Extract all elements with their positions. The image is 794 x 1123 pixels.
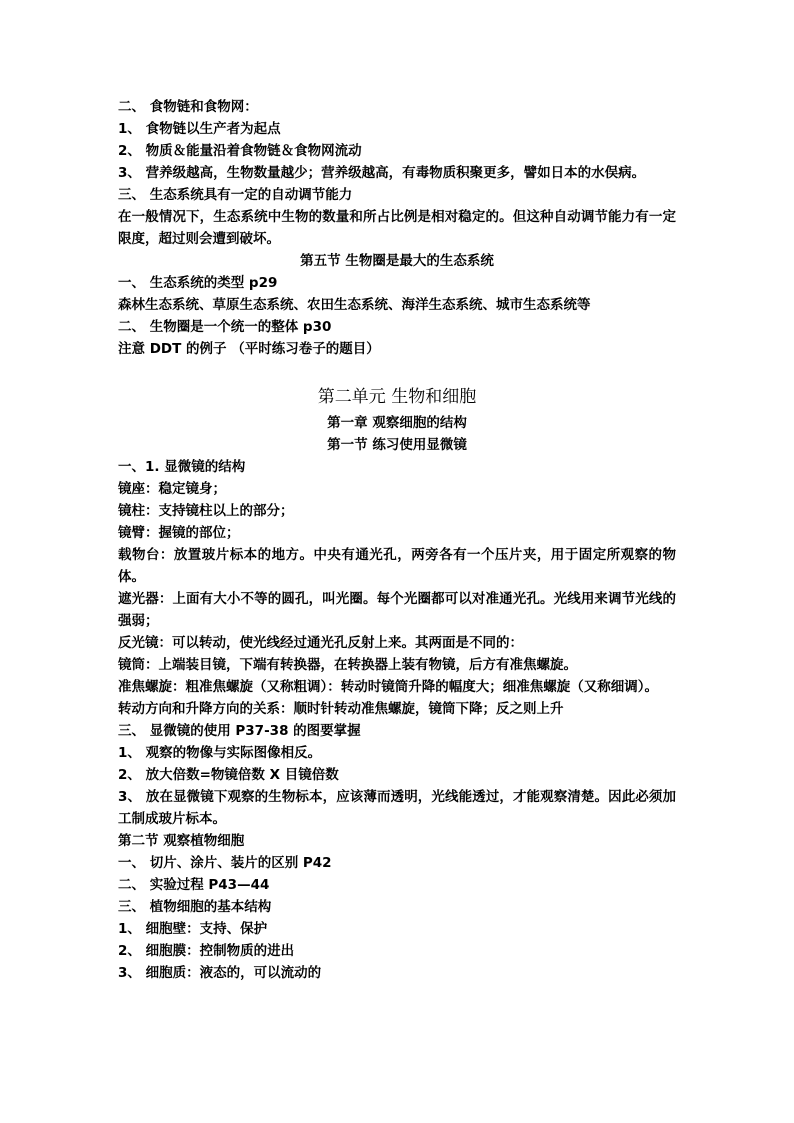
list-item: 3、 营养级越高，生物数量越少；营养级越高，有毒物质积聚更多，譬如日本的水俣病。: [118, 165, 646, 181]
section-heading-biosphere-whole: 二、 生物圈是一个统一的整体 p30: [118, 319, 332, 335]
section-heading-microscope-use: 三、 显微镜的使用 P37-38 的图要掌握: [118, 723, 361, 739]
list-item: 载物台：放置玻片标本的地方。中央有通光孔，两旁各有一个压片夹，用于固定所观察的物体。: [118, 547, 676, 585]
list-item: 2、 放大倍数=物镜倍数 X 目镜倍数: [118, 767, 339, 783]
list-item: 二、 实验过程 P43—44: [118, 877, 270, 893]
chapter-title: 第一章 观察细胞的结构: [327, 415, 467, 431]
list-item: 1、 细胞壁：支持、保护: [118, 921, 268, 937]
list-item: 镜座：稳定镜身；: [118, 481, 226, 497]
list-item: 镜筒：上端装目镜，下端有转换器，在转换器上装有物镜，后方有准焦螺旋。: [118, 657, 577, 673]
document-page: [118, 96, 676, 984]
section-title-plant-cell: 第二节 观察植物细胞: [118, 833, 245, 849]
unit-title: 第二单元 生物和细胞: [317, 387, 477, 407]
list-item: 3、 放在显微镜下观察的生物标本，应该薄而透明，光线能透过，才能观察清楚。因此必须加工制成玻片标本。: [118, 789, 676, 827]
section-heading-microscope-structure: 一、1. 显微镜的结构: [118, 459, 246, 475]
list-item: 1、 食物链以生产者为起点: [118, 121, 281, 137]
paragraph: 在一般情况下，生态系统中生物的数量和所占比例是相对稳定的。但这种自动调节能力有一定限度，超过则会遭到破坏。: [118, 209, 676, 247]
section-heading-plant-cell-structure: 三、 植物细胞的基本结构: [118, 899, 272, 915]
list-item: 镜臂：握镜的部位；: [118, 525, 240, 541]
list-item: 2、 细胞膜：控制物质的进出: [118, 943, 295, 959]
note-text: 注意 DDT 的例子 （平时练习卷子的题目）: [118, 341, 380, 357]
section-heading-self-regulation: 三、 生态系统具有一定的自动调节能力: [118, 187, 353, 203]
list-item: 反光镜：可以转动，使光线经过通光孔反射上来。其两面是不同的：: [118, 635, 523, 651]
list-item: 准焦螺旋：粗准焦螺旋（又称粗调）：转动时镜筒升降的幅度大；细准焦螺旋（又称细调）。: [118, 679, 658, 695]
list-item: 镜柱：支持镜柱以上的部分；: [118, 503, 294, 519]
list-item: 遮光器：上面有大小不等的圆孔，叫光圈。每个光圈都可以对准通光孔。光线用来调节光线的强弱；: [118, 591, 676, 629]
paragraph: 转动方向和升降方向的关系：顺时针转动准焦螺旋，镜筒下降；反之则上升: [118, 701, 564, 717]
section-title-biosphere: 第五节 生物圈是最大的生态系统: [300, 253, 494, 269]
paragraph: 森林生态系统、草原生态系统、农田生态系统、海洋生态系统、城市生态系统等: [118, 297, 591, 313]
list-item: 1、 观察的物像与实际图像相反。: [118, 745, 322, 761]
list-item: 3、 细胞质：液态的，可以流动的: [118, 965, 322, 981]
list-item: 一、 切片、涂片、装片的区别 P42: [118, 855, 332, 871]
section-title-microscope: 第一节 练习使用显微镜: [327, 437, 467, 453]
section-heading-food-chain: 二、 食物链和食物网：: [118, 99, 258, 115]
section-heading-ecosystem-types: 一、 生态系统的类型 p29: [118, 275, 278, 291]
list-item: 2、 物质＆能量沿着食物链＆食物网流动: [118, 143, 362, 159]
